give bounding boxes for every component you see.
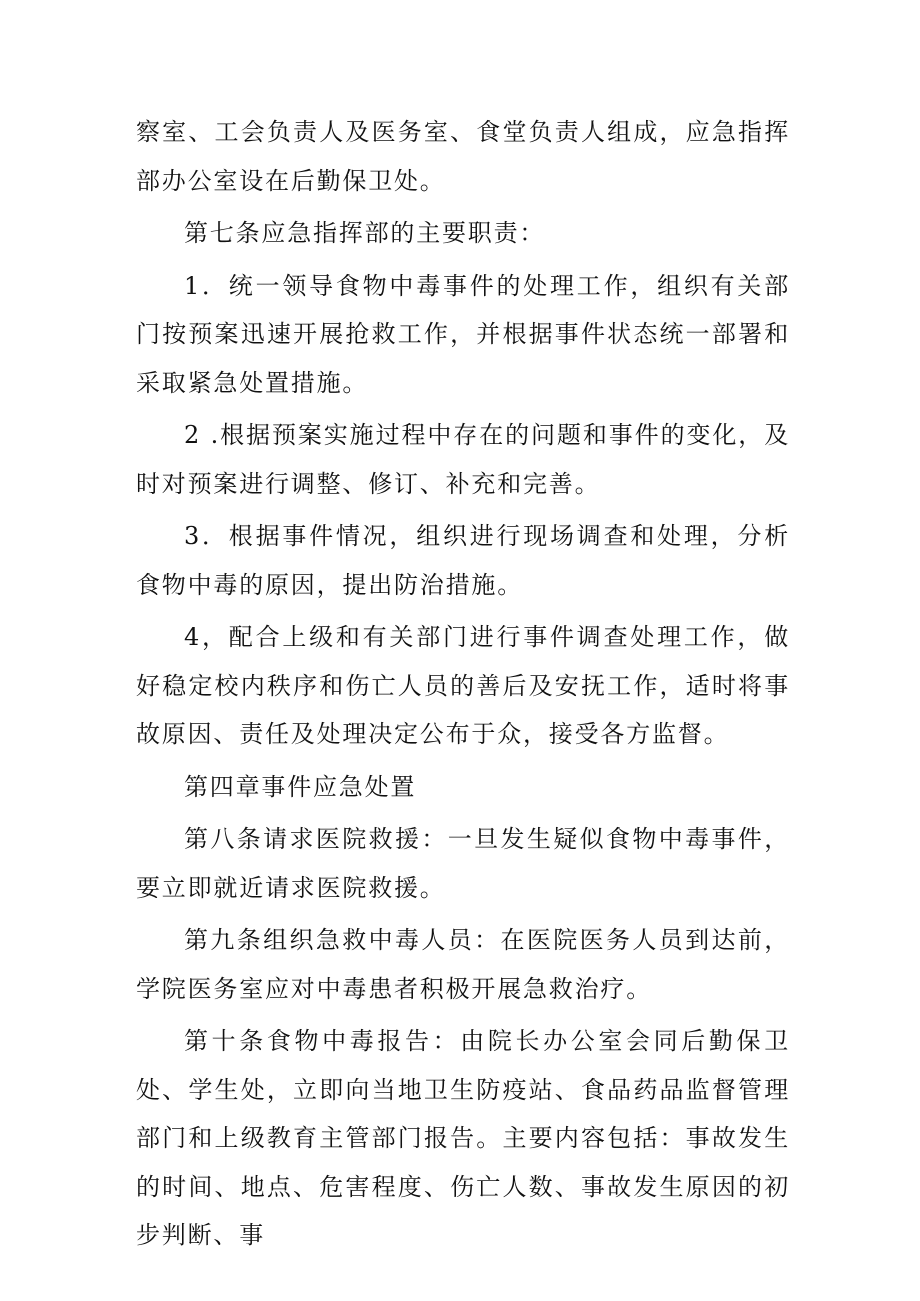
paragraph-duty-3: 3．根据事件情况，组织进行现场调查和处理，分析食物中毒的原因，提出防治措施。: [136, 522, 790, 599]
paragraph-article-9: 第九条组织急救中毒人员：在医院医务人员到达前，学院医务室应对中毒患者积极开展急救治疗。: [136, 926, 790, 1003]
paragraph-continuation: 察室、工会负责人及医务室、食堂负责人组成，应急指挥部办公室设在后勤保卫处。: [136, 118, 790, 195]
document-body: [136, 108, 790, 1260]
paragraph-article-7-heading: 第七条应急指挥部的主要职责：: [184, 219, 546, 247]
paragraph-duty-4: 4，配合上级和有关部门进行事件调查处理工作，做好稳定校内秩序和伤亡人员的善后及安抚工作，适时将事故原因、责任及处理决定公布于众，接受各方监督。: [136, 623, 790, 748]
paragraph-duty-2: 2 .根据预案实施过程中存在的问题和事件的变化，及时对预案进行调整、修订、补充和完善。: [136, 421, 790, 498]
chapter-4-heading: 第四章事件应急处置: [184, 772, 417, 801]
paragraph-article-8: 第八条请求医院救援：一旦发生疑似食物中毒事件，要立即就近请求医院救援。: [136, 825, 790, 902]
paragraph-duty-1: 1．统一领导食物中毒事件的处理工作，组织有关部门按预案迅速开展抢救工作，并根据事件状态统一部署和采取紧急处置措施。: [136, 271, 790, 397]
paragraph-article-10: 第十条食物中毒报告：由院长办公室会同后勤保卫处、学生处，立即向当地卫生防疫站、食品药品监督管理部门和上级教育主管部门报告。主要内容包括：事故发生的时间、地点、危害程度、伤亡人数、事故发生原因的初步判断、事: [136, 1027, 790, 1249]
